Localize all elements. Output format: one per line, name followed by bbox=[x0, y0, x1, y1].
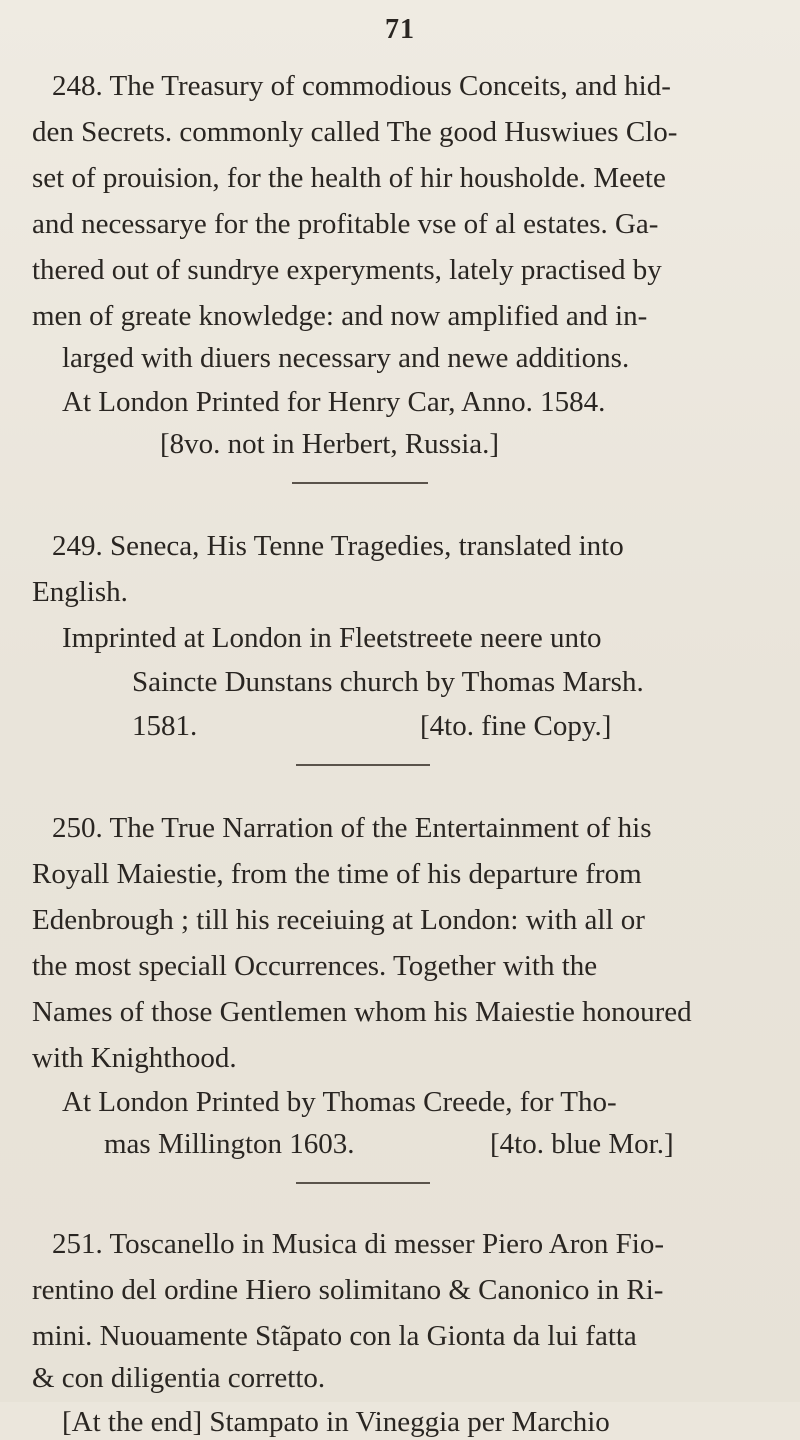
entry-251-line-5: [At the end] Stampato in Vineggia per Marchio bbox=[62, 1406, 610, 1438]
entry-249-date: 1581. bbox=[132, 710, 198, 742]
entry-249-line-2: English. bbox=[32, 576, 128, 608]
entry-248-note: [8vo. not in Herbert, Russia.] bbox=[160, 428, 500, 460]
entry-248-line-4: and necessarye for the profitable vse of al estates. Ga- bbox=[32, 208, 659, 240]
entry-248-line-6: men of greate knowledge: and now amplified and in- bbox=[32, 300, 648, 332]
entry-250-imprint-2: mas Millington 1603. bbox=[104, 1128, 355, 1160]
entry-250-imprint-1: At London Printed by Thomas Creede, for Tho- bbox=[62, 1086, 617, 1118]
entry-249-imprint-2: Saincte Dunstans church by Thomas Marsh. bbox=[132, 666, 644, 698]
entry-250-line-6: with Knighthood. bbox=[32, 1042, 237, 1074]
entry-248-line-1: 248. The Treasury of commodious Conceits, and hid- bbox=[52, 70, 671, 102]
entry-250-line-1: 250. The True Narration of the Entertainment of his bbox=[52, 812, 652, 844]
entry-251-line-4: & con diligentia corretto. bbox=[32, 1362, 326, 1394]
entry-250-line-5: Names of those Gentlemen whom his Maiestie honoured bbox=[32, 996, 692, 1028]
divider-rule bbox=[292, 482, 428, 484]
entry-248-imprint: At London Printed for Henry Car, Anno. 1584. bbox=[62, 386, 606, 418]
entry-250-line-2: Royall Maiestie, from the time of his departure from bbox=[32, 858, 642, 890]
divider-rule bbox=[296, 1182, 430, 1184]
entry-250-line-4: the most speciall Occurrences. Together with the bbox=[32, 950, 598, 982]
entry-250-line-3: Edenbrough ; till his receiuing at London: with all or bbox=[32, 904, 645, 936]
entry-251-line-3: mini. Nuouamente Stãpato con la Gionta da lui fatta bbox=[32, 1320, 637, 1352]
entry-249-imprint-1: Imprinted at London in Fleetstreete neere unto bbox=[62, 622, 602, 654]
entry-249-note: [4to. fine Copy.] bbox=[420, 710, 612, 742]
entry-248-line-2: den Secrets. commonly called The good Huswiues Clo- bbox=[32, 116, 678, 148]
entry-248-line-7: larged with diuers necessary and newe additions. bbox=[62, 342, 630, 374]
entry-251-line-2: rentino del ordine Hiero solimitano & Canonico in Ri- bbox=[32, 1274, 664, 1306]
entry-249-line-1: 249. Seneca, His Tenne Tragedies, translated into bbox=[52, 530, 624, 562]
divider-rule bbox=[296, 764, 430, 766]
entry-250-note: [4to. blue Mor.] bbox=[490, 1128, 674, 1160]
entry-248-line-3: set of prouision, for the health of hir housholde. Meete bbox=[32, 162, 666, 194]
entry-248-line-5: thered out of sundrye experyments, lately practised by bbox=[32, 254, 662, 286]
page-number: 71 bbox=[385, 14, 415, 45]
entry-251-line-1: 251. Toscanello in Musica di messer Piero Aron Fio- bbox=[52, 1228, 665, 1260]
